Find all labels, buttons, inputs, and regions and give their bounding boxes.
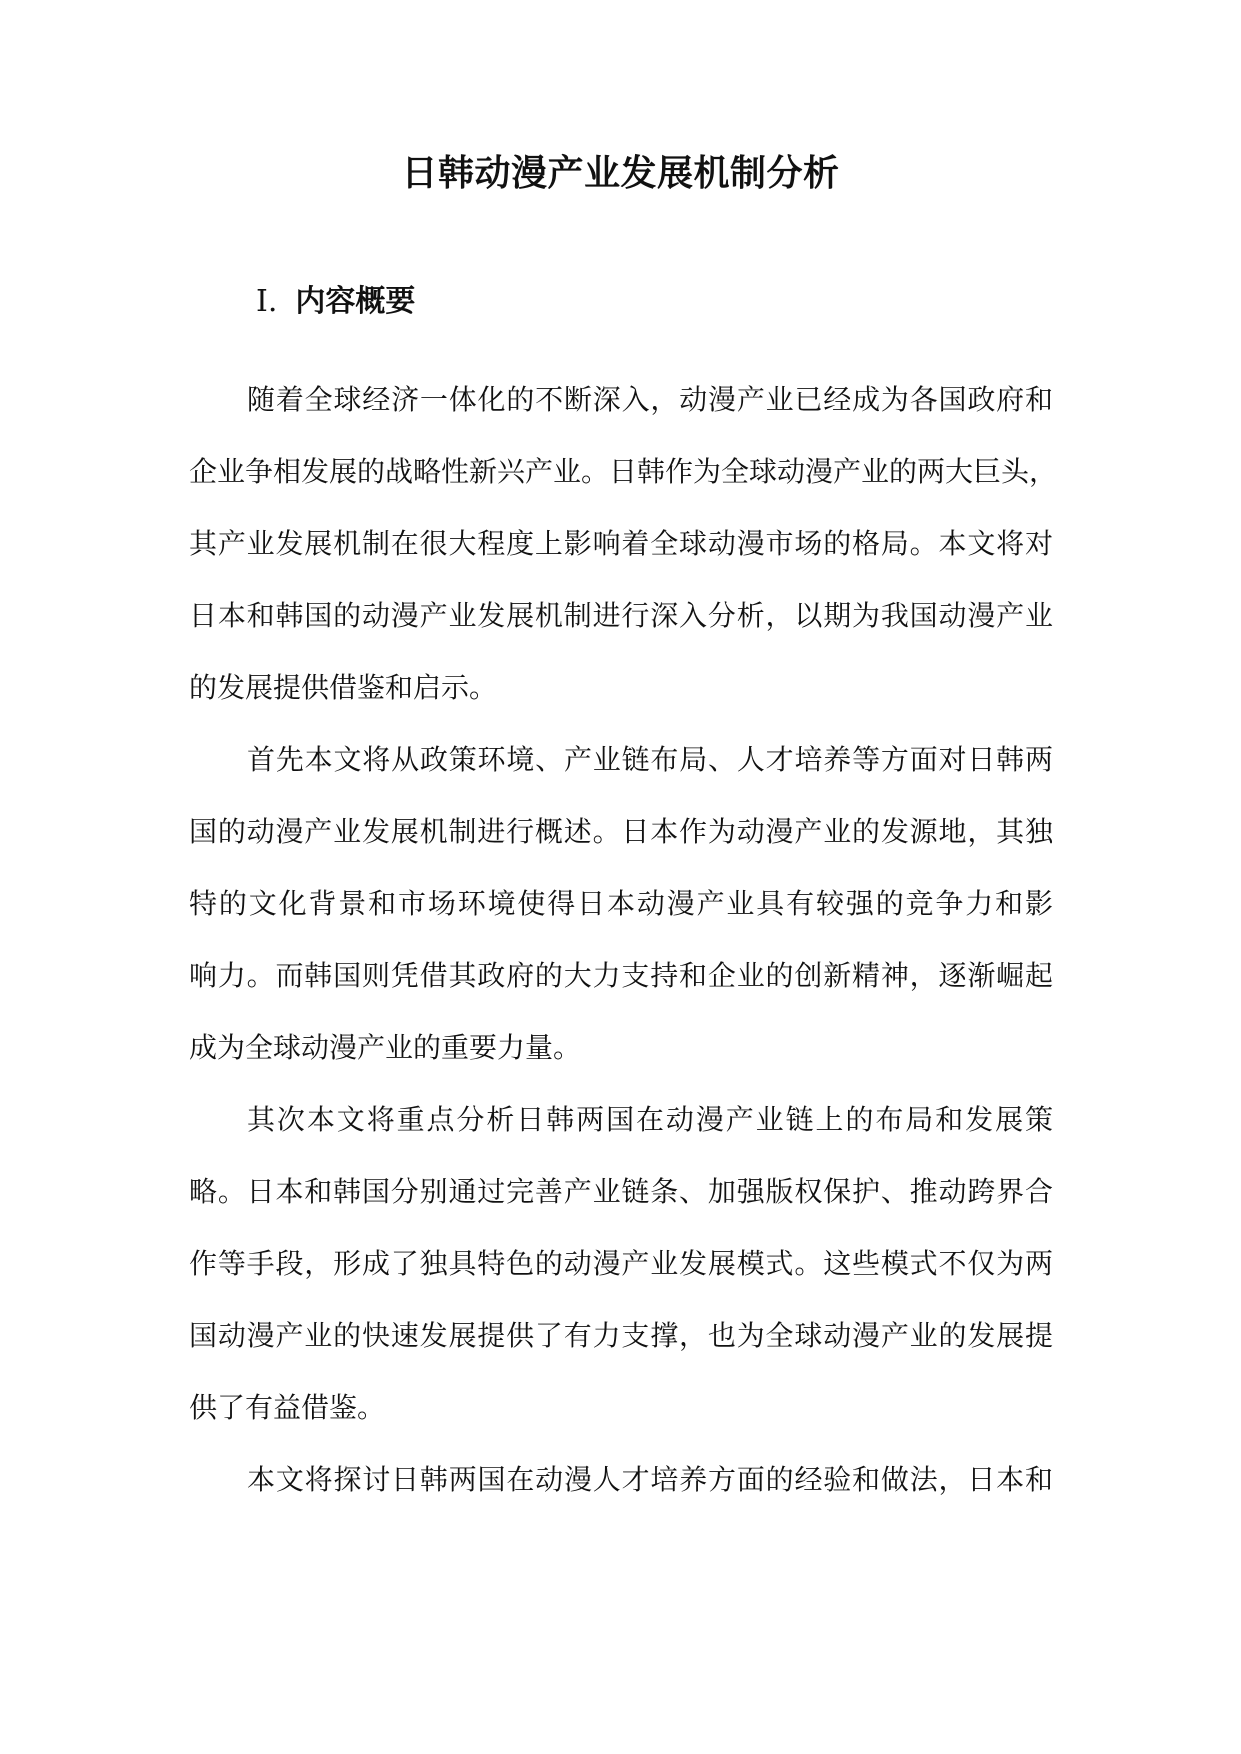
paragraph-line: 日本和韩国的动漫产业发展机制进行深入分析，以期为我国动漫产业 xyxy=(189,599,1053,632)
paragraph xyxy=(189,1084,1053,1444)
paragraph xyxy=(189,1444,1053,1516)
paragraph-line: 首先本文将从政策环境、产业链布局、人才培养等方面对日韩两 xyxy=(247,743,1053,776)
paragraph-line: 国的动漫产业发展机制进行概述。日本作为动漫产业的发源地，其独 xyxy=(189,815,1053,848)
paragraph-line: 企业争相发展的战略性新兴产业。日韩作为全球动漫产业的两大巨头， xyxy=(189,455,1058,488)
paragraph-line: 特的文化背景和市场环境使得日本动漫产业具有较强的竞争力和影 xyxy=(189,887,1053,920)
paragraph-line: 供了有益借鉴。 xyxy=(189,1391,386,1424)
paragraph-line: 其产业发展机制在很大程度上影响着全球动漫市场的格局。本文将对 xyxy=(189,527,1053,560)
section-number: I. xyxy=(256,284,278,319)
paragraph-line: 成为全球动漫产业的重要力量。 xyxy=(189,1031,582,1064)
section-heading-text: 内容概要 xyxy=(295,284,416,319)
paragraph-line: 作等手段，形成了独具特色的动漫产业发展模式。这些模式不仅为两 xyxy=(189,1247,1053,1280)
paragraph xyxy=(189,364,1058,724)
paragraph xyxy=(189,724,1053,1084)
paragraph-line: 略。日本和韩国分别通过完善产业链条、加强版权保护、推动跨界合 xyxy=(189,1175,1053,1208)
paragraph-line: 其次本文将重点分析日韩两国在动漫产业链上的布局和发展策 xyxy=(247,1103,1053,1136)
section-heading xyxy=(256,280,415,324)
paragraph-line: 本文将探讨日韩两国在动漫人才培养方面的经验和做法，日本和 xyxy=(247,1463,1053,1496)
paragraph-line: 随着全球经济一体化的不断深入，动漫产业已经成为各国政府和 xyxy=(247,383,1053,416)
paragraph-line: 响力。而韩国则凭借其政府的大力支持和企业的创新精神，逐渐崛起 xyxy=(189,959,1053,992)
body-text xyxy=(189,364,1058,1516)
paragraph-line: 的发展提供借鉴和启示。 xyxy=(189,671,498,704)
paragraph-line: 国动漫产业的快速发展提供了有力支撑，也为全球动漫产业的发展提 xyxy=(189,1319,1053,1352)
document-title: 日韩动漫产业发展机制分析 xyxy=(401,152,840,194)
